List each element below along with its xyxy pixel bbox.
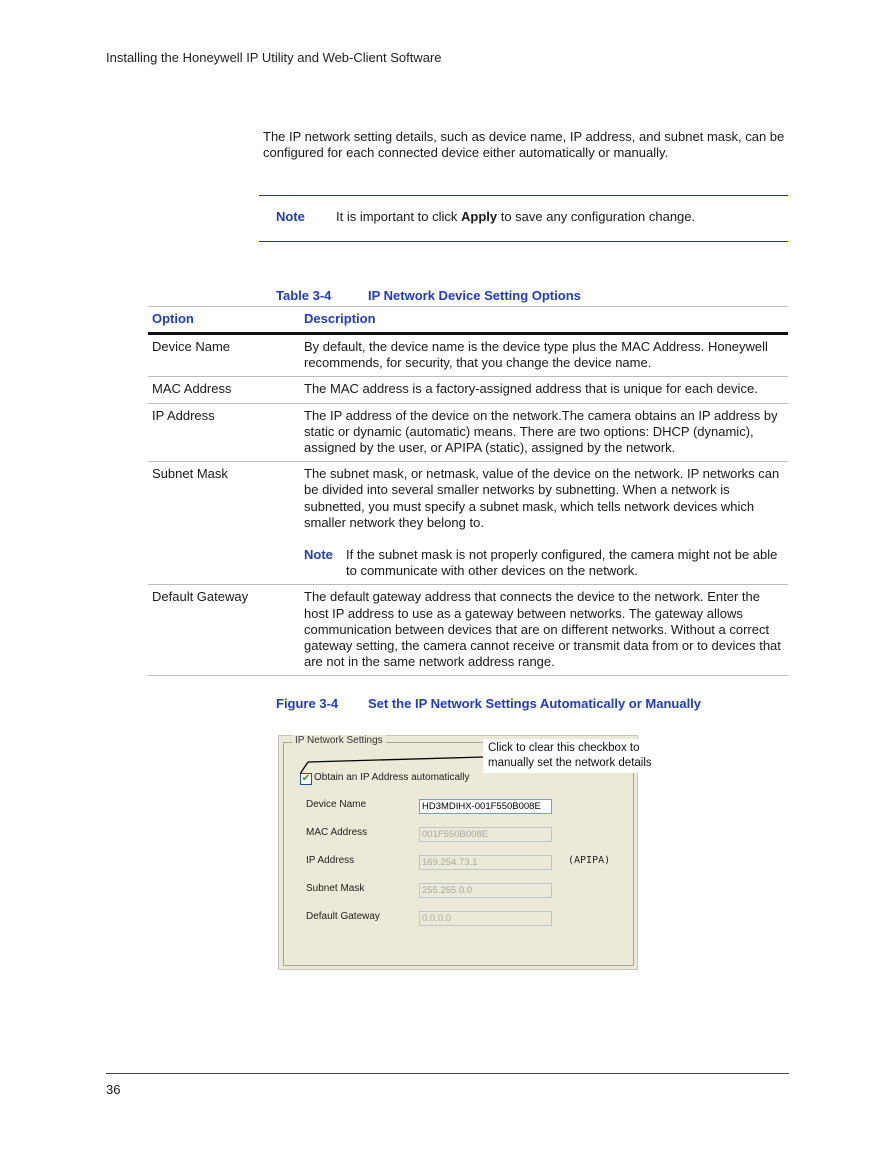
option-cell: MAC Address bbox=[148, 377, 300, 403]
callout-text: Click to clear this checkbox to manually set the network details bbox=[483, 739, 665, 773]
ip-address-field: 169.254.73.1 bbox=[419, 855, 552, 870]
ip-address-label: IP Address bbox=[306, 855, 355, 866]
option-cell: Default Gateway bbox=[148, 585, 300, 676]
callout-line-tip bbox=[300, 762, 308, 774]
table-title: IP Network Device Setting Options bbox=[368, 288, 581, 303]
figure-number: Figure 3-4 bbox=[276, 696, 339, 711]
note-text-apply: Apply bbox=[460, 209, 498, 224]
apipa-tag: (APIPA) bbox=[568, 855, 611, 866]
table-number: Table 3-4 bbox=[276, 288, 332, 303]
default-gateway-label: Default Gateway bbox=[306, 911, 380, 922]
description-cell: By default, the device name is the device type plus the MAC Address. Honeywell recommends, for security, that you change the device name. bbox=[300, 334, 788, 377]
subnet-note-text: If the subnet mask is not properly configured, the camera might not be able to communicate with other devices on the network. bbox=[346, 547, 778, 579]
description-cell: The MAC address is a factory-assigned address that is unique for each device. bbox=[300, 377, 788, 403]
callout-line bbox=[308, 757, 484, 762]
option-cell: Subnet Mask bbox=[148, 462, 300, 585]
subnet-note-label: Note bbox=[304, 547, 333, 563]
running-header: Installing the Honeywell IP Utility and Web-Client Software bbox=[106, 50, 442, 65]
description-cell: The default gateway address that connects the device to the network. Enter the host IP address to use as a gateway between networks. The gateway allows communication between devices that are on different networks. Without a correct gateway setting, the camera cannot receive or transmit data from or to devices that are not in the same network address range. bbox=[300, 585, 788, 676]
description-text: The subnet mask, or netmask, value of the device on the network. IP networks can be divided into several smaller networks by subnetting. When a network is subnetted, you must specify a subnet mask, which tells network devices which smaller network they belong to. bbox=[304, 466, 780, 530]
page-number: 36 bbox=[106, 1082, 121, 1097]
intro-paragraph: The IP network setting details, such as device name, IP address, and subnet mask, can be configured for each connected device either automatically or manually. bbox=[263, 129, 785, 160]
header-option: Option bbox=[148, 307, 300, 334]
mac-address-field: 001F550B008E bbox=[419, 827, 552, 842]
figure-title: Set the IP Network Settings Automatically or Manually bbox=[368, 696, 702, 711]
option-cell: Device Name bbox=[148, 334, 300, 377]
obtain-ip-label: Obtain an IP Address automatically bbox=[314, 772, 470, 783]
group-title: IP Network Settings bbox=[292, 735, 386, 746]
device-name-label: Device Name bbox=[306, 799, 367, 810]
note-label: Note bbox=[276, 209, 305, 224]
footer-rule bbox=[106, 1073, 789, 1074]
mac-address-label: MAC Address bbox=[306, 827, 368, 838]
default-gateway-field: 0.0.0.0 bbox=[419, 911, 552, 926]
subnet-mask-label: Subnet Mask bbox=[306, 883, 365, 894]
note-text-after: to save any configuration change. bbox=[497, 209, 696, 224]
subnet-mask-field: 255.255.0.0 bbox=[419, 883, 552, 898]
option-cell: IP Address bbox=[148, 403, 300, 462]
note-text-before: It is important to click bbox=[336, 209, 461, 224]
header-description: Description bbox=[300, 307, 788, 334]
checkmark-icon: ✔ bbox=[301, 773, 311, 784]
device-name-field[interactable]: HD3MDIHX-001F550B008E bbox=[419, 799, 552, 814]
description-cell: The IP address of the device on the network.The camera obtains an IP address by static or dynamic (automatic) means. There are two options: DHCP (dynamic), assigned by the user, or APIPA (static), assigned by the network. bbox=[300, 403, 788, 462]
